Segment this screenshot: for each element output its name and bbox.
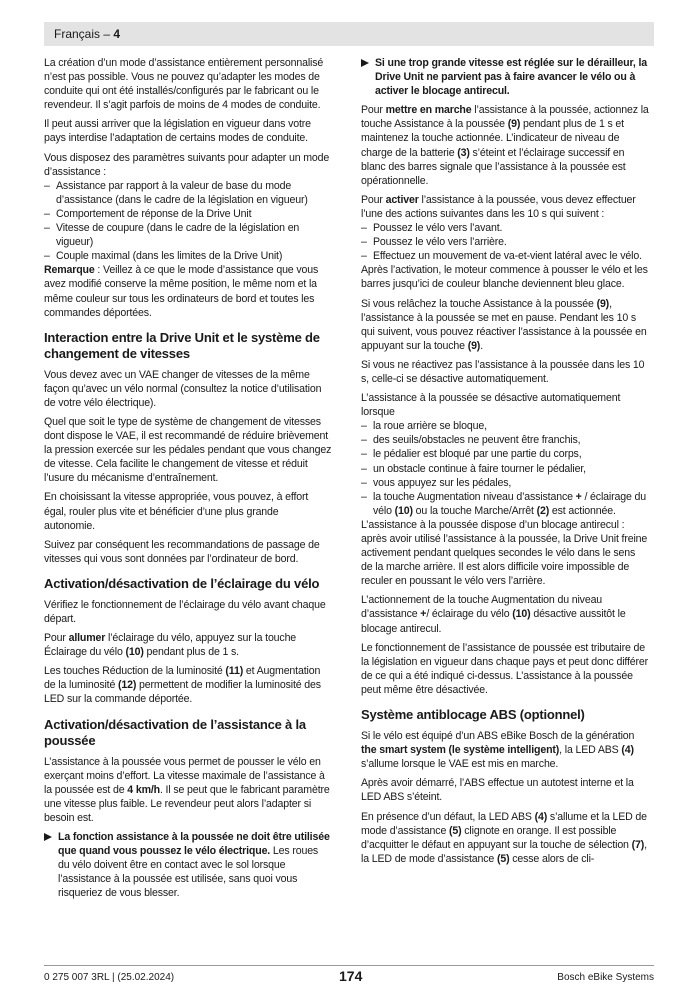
paragraph: La création d’un mode d’assistance entièrement personnalisé n’est pas possible. Vous ne pouvez qu’adapter les modes de conduite qui ont été installés/configurés par le fabricant ou le revendeur. Il s’agit parfois de moins de 4 modes de conduite. [44, 57, 324, 112]
paragraph: Les touches Réduction de la luminosité (11) et Augmentation de la luminosité (12) permettent de modifier la luminosité des LED sur la commande déportée. [44, 665, 321, 706]
list-item: – la roue arrière se bloque, [361, 419, 649, 433]
warning-triangle-icon [361, 59, 369, 67]
parameter-list [44, 179, 332, 264]
paragraph: Si vous relâchez la touche Assistance à la poussée (9), l’assistance à la poussée se met en pause. Pendant les 10 s qui suivent, vous pouvez réactiver l’assistance à la poussée en appuyant sur la touche (9). [361, 297, 647, 352]
list-item: – Effectuez un mouvement de va-et-vient latéral avec le vélo. [361, 249, 649, 263]
paragraph: L’assistance à la poussée se désactive automatiquement lorsque [361, 392, 621, 419]
list-item: – Poussez le vélo vers l’arrière. [361, 235, 649, 249]
warning-note: La fonction assistance à la poussée ne doit être utilisée que quand vous poussez le vélo électrique. Les roues du vélo doivent être en contact avec le sol lorsque l’assistance à la poussée est utilisée, sans quoi vous risqueriez de vous blesser. [44, 830, 332, 900]
paragraph: L’actionnement de la touche Augmentation du niveau d’assistance +/ éclairage du vélo (10) désactive aussitôt le blocage antirecul. [361, 594, 626, 635]
paragraph: Vous devez avec un VAE changer de vitesses de la même façon qu’avec un vélo normal (consultez la notice d’utilisation de votre vélo électrique). [44, 368, 322, 409]
paragraph: Si vous ne réactivez pas l’assistance à la poussée dans les 10 s, celle-ci se désactive automatiquement. [361, 358, 645, 385]
page-header [44, 22, 654, 46]
remark: Remarque : Veillez à ce que le mode d’assistance que vous avez modifié conserve la même position, le même nom et la même couleur sur tous les ordinateurs de bord et toutes les commandes déportées. [44, 264, 319, 319]
paragraph: En présence d’un défaut, la LED ABS (4) s’allume et la LED de mode d’assistance (5) clignote en orange. Il est possible d’acquitter le défaut en appuyant sur la touche de sélection (7), la LED de mode d’assistance (5) cesse alors de cli- [361, 810, 647, 865]
list-item: – Couple maximal (dans les limites de la Drive Unit) [44, 249, 332, 263]
brand-name: Bosch eBike Systems [557, 972, 654, 983]
paragraph: En choisissant la vitesse appropriée, vous pouvez, à effort égal, rouler plus vite et bénéficier d’une plus grande autonomie. [44, 491, 309, 532]
list-item: – Comportement de réponse de la Drive Unit [44, 207, 332, 221]
section-heading-abs: Système antiblocage ABS (optionnel) [361, 707, 585, 723]
list-item: – vous appuyez sur les pédales, [361, 476, 649, 490]
list-item: – Poussez le vélo vers l’avant. [361, 221, 649, 235]
page-number: 174 [339, 968, 363, 984]
paragraph: Il peut aussi arriver que la législation en vigueur dans votre pays interdise l’adaptation de certains modes de conduite. [44, 118, 311, 145]
paragraph: Après avoir démarré, l’ABS effectue un autotest interne et la LED ABS s’éteint. [361, 777, 634, 804]
warning-triangle-icon [44, 833, 52, 841]
warning-note: Si une trop grande vitesse est réglée sur le dérailleur, la Drive Unit ne parvient pas à faire avancer le vélo ou à activer le blocage antirecul. [361, 56, 649, 98]
list-item: – des seuils/obstacles ne peuvent être franchis, [361, 433, 649, 447]
stop-condition-list [361, 419, 649, 518]
list-item: – Assistance par rapport à la valeur de base du mode d’assistance (dans le cadre de la législation en vigueur) [44, 179, 332, 207]
page-footer [44, 970, 654, 986]
paragraph: L’assistance à la poussée dispose d’un blocage antirecul : après avoir utilisé l’assistance à la poussée, la Drive Unit freine activement pendant quelques secondes le vélo dans le sens de la marche arrière. Il est alors difficile voire impossible de reculer en poussant le vélo vers l’arrière. [361, 518, 648, 588]
paragraph: Vérifiez le fonctionnement de l’éclairage du vélo avant chaque départ. [44, 598, 326, 625]
paragraph: Le fonctionnement de l’assistance de poussée est tributaire de la législation en vigueur dans chaque pays et peut donc différer de ce qui a été indiqué ci-dessus. L’assistance à la poussée peut même être désactivée. [361, 641, 649, 696]
list-item: – Vitesse de coupure (dans le cadre de la législation en vigueur) [44, 221, 332, 249]
left-column [44, 56, 332, 906]
list-item: – la touche Augmentation niveau d’assistance + / éclairage du vélo (10) ou la touche Marche/Arrêt (2) est actionnée. [361, 490, 649, 518]
paragraph: Pour mettre en marche l’assistance à la poussée, actionnez la touche Assistance à la poussée (9) pendant plus de 1 s et maintenez la touche actionnée. L’indicateur de niveau de charge de la batterie (3) s’éteint et l’éclairage successif en blanc des barres signale que l’assistance à la poussée est opérationnelle. [361, 104, 649, 187]
paragraph: Pour activer l’assistance à la poussée, vous devez effectuer l’une des actions suivantes dans les 10 s qui suivent : [361, 193, 636, 220]
footer-divider [44, 965, 654, 966]
paragraph: Suivez par conséquent les recommandations de passage de vitesses qui vous sont données par l’ordinateur de bord. [44, 538, 320, 565]
document-reference: 0 275 007 3RL | (25.02.2024) [44, 972, 175, 983]
section-heading-gears: Interaction entre la Drive Unit et le système de changement de vitesses [44, 329, 320, 361]
paragraph: L’assistance à la poussée vous permet de pousser le vélo en exerçant moins d’effort. La vitesse maximale de l’assistance à la poussée est de 4 km/h. Il se peut que le fabricant paramètre une vitesse plus faible. Le revendeur peut alors l’adapter si besoin est. [44, 755, 330, 824]
section-heading-lights: Activation/désactivation de l’éclairage du vélo [44, 575, 320, 591]
paragraph: Après l’activation, le moteur commence à pousser le vélo et les barres jusqu’ici de couleur blanche deviennent bleu glace. [361, 264, 648, 291]
section-heading-push-assist: Activation/désactivation de l’assistance à la poussée [44, 716, 306, 748]
right-column [361, 56, 649, 871]
paragraph: Si le vélo est équipé d’un ABS eBike Bosch de la génération the smart system (le système intelligent), la LED ABS (4) s’allume lorsque le VAE est mis en marche. [361, 730, 635, 771]
paragraph: Pour allumer l’éclairage du vélo, appuyez sur la touche Éclairage du vélo (10) pendant plus de 1 s. [44, 632, 297, 659]
list-item: – un obstacle continue à faire tourner le pédalier, [361, 462, 649, 476]
action-list [361, 221, 649, 263]
header-language: Français – 4 [54, 27, 121, 41]
paragraph: Quel que soit le type de système de changement de vitesses dont dispose le VAE, il est recommandé de réduire brièvement la pression exercée sur les pédales pendant que vous changez de vitesse. Cela facilite le changement de vitesse et réduit l’usure du mécanisme d’entraînement. [44, 415, 332, 485]
list-item: – le pédalier est bloqué par une partie du corps, [361, 447, 649, 461]
paragraph: Vous disposez des paramètres suivants pour adapter un mode d’assistance : [44, 151, 330, 178]
